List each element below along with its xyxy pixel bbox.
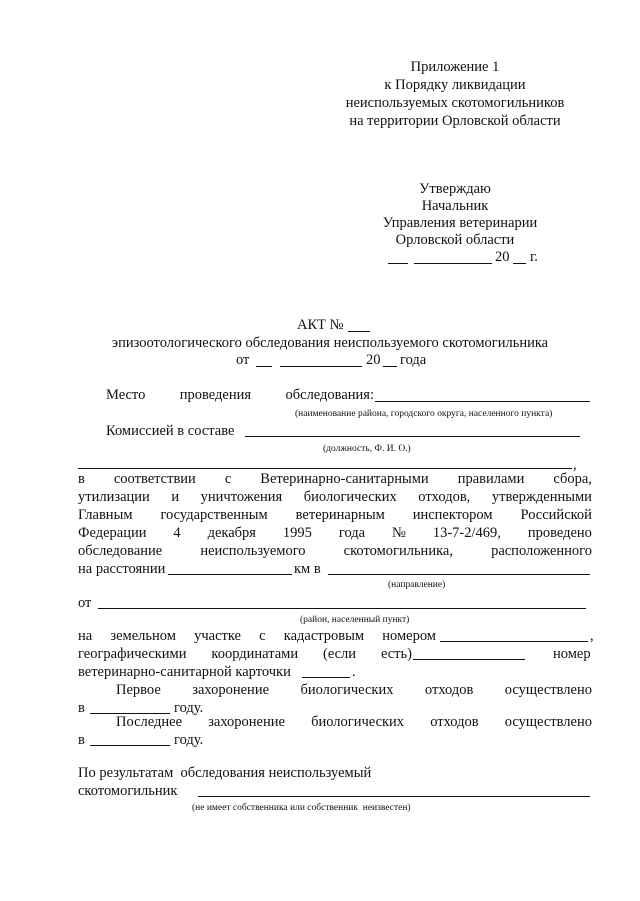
commission-hint: (должность, Ф. И. О.) <box>323 444 411 454</box>
act-title: АКТ № <box>297 317 344 333</box>
place-label: Место проведения обследования: <box>106 387 374 403</box>
act-year: 20 <box>366 352 381 368</box>
results-label: скотомогильник <box>78 783 178 799</box>
body-line-3: Главным государственным ветеринарным инспектором Российской <box>78 507 592 523</box>
first-burial-line: Первое захоронение биологических отходов осуществлено <box>116 682 592 698</box>
approval-year: 20 <box>495 249 510 265</box>
cadastral-field[interactable] <box>440 641 588 642</box>
cadastral-comma: , <box>590 628 594 644</box>
appendix-line: на территории Орловской области <box>349 113 561 129</box>
act-year-blank[interactable] <box>383 366 397 367</box>
card-label: ветеринарно-санитарной карточки <box>78 664 291 680</box>
approval-line: Орловской области <box>395 232 515 248</box>
act-month-blank[interactable] <box>280 366 362 367</box>
approval-year-suffix: г. <box>530 249 538 265</box>
last-burial-in: в <box>78 732 85 748</box>
appendix-line: к Порядку ликвидации <box>384 77 526 93</box>
body-line-2: утилизации и уничтожения биологических отходов, утвержденными <box>78 489 592 505</box>
act-subtitle: эпизоотологического обследования неиспользуемого скотомогильника <box>111 335 549 351</box>
year-blank[interactable] <box>513 263 526 264</box>
km-label: км в <box>294 561 321 577</box>
last-burial-year-field[interactable] <box>90 745 170 746</box>
card-field[interactable] <box>302 677 350 678</box>
direction-hint: (направление) <box>388 580 446 590</box>
results-field[interactable] <box>198 796 590 797</box>
distance-label: на расстоянии <box>78 561 166 577</box>
cadastral-label: на земельном участке с кадастровым номером <box>78 628 436 644</box>
act-year-suffix: года <box>400 352 427 368</box>
commission-label: Комиссией в составе <box>106 423 235 439</box>
results-line: По результатам обследования неиспользуемый <box>78 765 372 781</box>
commission-field-2[interactable] <box>78 468 572 469</box>
approval-line: Управления ветеринарии <box>382 215 538 231</box>
month-blank[interactable] <box>414 263 492 264</box>
approval-line: Утверждаю <box>419 181 491 197</box>
results-hint: (не имеет собственника или собственник неизвестен) <box>192 803 411 813</box>
approval-line: Начальник <box>421 198 489 214</box>
from-field[interactable] <box>98 608 586 609</box>
appendix-title: Приложение 1 <box>410 59 500 75</box>
place-hint: (наименование района, городского округа, населенного пункта) <box>295 409 553 419</box>
appendix-line: неиспользуемых скотомогильников <box>345 95 565 111</box>
distance-field[interactable] <box>168 574 292 575</box>
direction-field[interactable] <box>328 574 590 575</box>
from-label: от <box>78 595 92 611</box>
act-number-blank[interactable] <box>348 331 370 332</box>
number-label: номер <box>553 646 591 662</box>
from-hint: (район, населенный пункт) <box>300 615 410 625</box>
last-burial-line: Последнее захоронение биологических отходов осуществлено <box>116 714 592 730</box>
first-burial-year-word: году. <box>174 700 204 716</box>
commission-field[interactable] <box>245 436 580 437</box>
comma: , <box>573 457 577 473</box>
act-day-blank[interactable] <box>256 366 272 367</box>
place-field[interactable] <box>375 401 590 402</box>
body-line-5: обследование неиспользуемого скотомогильника, расположенного <box>78 543 592 559</box>
first-burial-in: в <box>78 700 85 716</box>
day-blank[interactable] <box>388 263 408 264</box>
act-date-label: от <box>236 352 250 368</box>
coordinates-label: географическими координатами (если есть) <box>78 646 412 662</box>
coordinates-field[interactable] <box>413 659 525 660</box>
last-burial-year-word: году. <box>174 732 204 748</box>
body-line-1: в соответствии с Ветеринарно-санитарными правилами сбора, <box>78 471 592 487</box>
body-line-4: Федерации 4 декабря 1995 года № 13-7-2/469, проведено <box>78 525 592 541</box>
card-period: . <box>352 664 356 680</box>
